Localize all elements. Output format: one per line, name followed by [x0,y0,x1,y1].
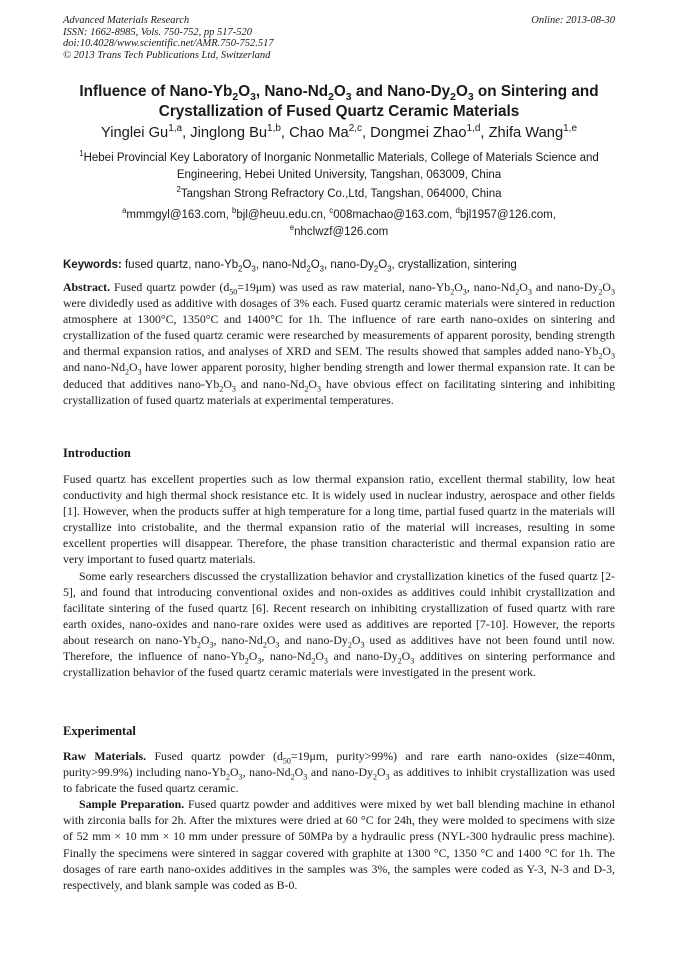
sample-preparation-label: Sample Preparation. [79,797,185,812]
raw-materials-label: Raw Materials. [63,749,147,763]
abstract: Abstract. Fused quartz powder $(d_{50}=19\mu m)$ was used as raw material, nano-$Yb_2O_3$, nano-$Nd_2O_3$ and nano-$Dy_2O_3$ were dividedly used as additive with dosages of 3% each. Fused quartz ceramic materials were sintered in reduction atmosphere at 1300°C, 1350°C and 1400°C for 1h. The influence of rare earth nano-oxides on sintering and crystallization of the fused quartz ceramic were researched by measurements of apparent porosity, bending strength and thermal expansion ratios, and analyses of XRD and SEM. The results showed that samples added nano-$Yb_2O_3$ and nano-$Nd_2O_3$ have lower apparent porosity, higher bending strength and lower thermal expansion rate. It can be deduced that additives nano-$Yb_2O_3$ and nano-$Nd_2O_3$ have obvious effect on facilitating sintering and inhibiting crystallization of fused quartz materials at experimental temperatures. [63,280,615,407]
section-heading-experimental: Experimental [63,724,136,738]
title-line-2: Crystallization of Fused Quartz Ceramic Materials [158,103,520,120]
experimental-text [63,748,615,893]
introduction-text [63,471,615,680]
title-line-1: Influence of Nano-$Yb_2O_3$, Nano-$Nd_2O_3$ and Nano-$Dy_2O_3$ on Sintering and [79,83,599,104]
raw-materials-paragraph: Raw Materials. Fused quartz powder ($d_{50}=19\mu m$, purity>99%) and rare earth nano-oxides (size=40nm, purity>99.9%) including nano-$Yb_2O_3$, nano-$Nd_2O_3$ and nano-$Dy_2O_3$ as additives to inhibit crystallization was used to fabricate the fused quartz ceramic. [63,749,616,796]
sample-preparation-paragraph: Sample Preparation. Fused quartz powder and additives were mixed by wet ball blending machine in ethanol with zirconia balls for 2h. After the mixtures were dried at 60 °C for 24h, they were molded to specimens with size of 52 mm × 10 mm × 10 mm under pressure of 50MPa by a hydraulic press (NYL-300 hydraulic press machine). Finally the specimens were sintered in saggar covered with graphite at 1300 °C, 1350 °C and 1400 °C for 1h. The dosages of rare earth nano-oxides additives in the samples was 3%, the samples were coded as Y-3, N-3 and D-3, respectively, and blank sample was coded as B-0. [63,797,615,892]
author-list: Yinglei Gu$^{1,a}$, Jinglong Bu$^{1,b}$, Chao Ma$^{2,c}$, Dongmei Zhao$^{1,d}$, Zhifa Wang$^{1,e}$ [100,123,578,141]
abstract-label: Abstract. [63,280,111,294]
journal-header [63,15,615,61]
affiliation-1: $^1$Hebei Provincial Key Laboratory of Inorganic Nonmetallic Materials, College of Materials Science and Engineering, Hebei United University, Tangshan, 063009, China [79,149,599,181]
doi-line: doi:10.4028/www.scientific.net/AMR.750-752.517 [63,38,274,49]
author-emails: $^a$mmmgyl@163.com, $^b$bjl@heuu.edu.cn, $^c$008machao@163.com, $^d$bjl1957@126.com, $^e$nhclwzf@126.com [122,206,556,238]
online-date: Online: 2013-08-30 [531,15,615,26]
copyright-line: © 2013 Trans Tech Publications Ltd, Switzerland [63,49,271,61]
section-heading-introduction: Introduction [63,446,131,460]
issn-line: ISSN: 1662-8985, Vols. 750-752, pp 517-520 [63,26,252,38]
paper-title [40,82,638,122]
affiliation-2: $^2$Tangshan Strong Refractory Co.,Ltd, Tangshan, 064000, China [176,185,502,200]
intro-paragraph-2: Some early researchers discussed the crystallization behavior and crystallization kinetics of the fused quartz [2-5], and found that introducing conventional oxides and non-oxides as additives could inhibit crystallization and facilitate sintering of the fused quartz [6]. Recent research on inhibiting crystallization of fused quartz with rare earth oxides, nano-oxides and nano-rare oxides were used as additives are reported [7-10]. However, the reports about research on nano-$Yb_2O_3$, nano-$Nd_2O_3$ and nano-$Dy_2O_3$ used as additives have not been found until now. Therefore, the influence of nano-$Yb_2O_3$, nano-$Nd_2O_3$ and nano-$Dy_2O_3$ additives on sintering performance and crystallization behavior of the fused quartz ceramic materials were investigated in the present work. [63,568,616,680]
intro-paragraph-1: Fused quartz has excellent properties such as low thermal expansion ratio, excellent thermal stability, low heat conductivity and high thermal shock resistance etc. It is widely used in nuclear industry, aerospace and other fields [1]. However, when the products suffer at high temperature for a long time, partial fused quartz in the materials will crystallize into cristobalite, and the thermal expansion ratio of the material will increases, resulting in some excellent properties will disappear. Therefore, the phase transition characteristic and thermal expansion ratio are very important to fused quartz materials. [63,472,615,567]
keywords: Keywords: fused quartz, nano-$Yb_2O_3$, nano-$Nd_2O_3$, nano-$Dy_2O_3$, crystallization, sintering [63,259,517,274]
keywords-label: Keywords: [63,259,122,271]
journal-name: Advanced Materials Research [63,15,190,26]
